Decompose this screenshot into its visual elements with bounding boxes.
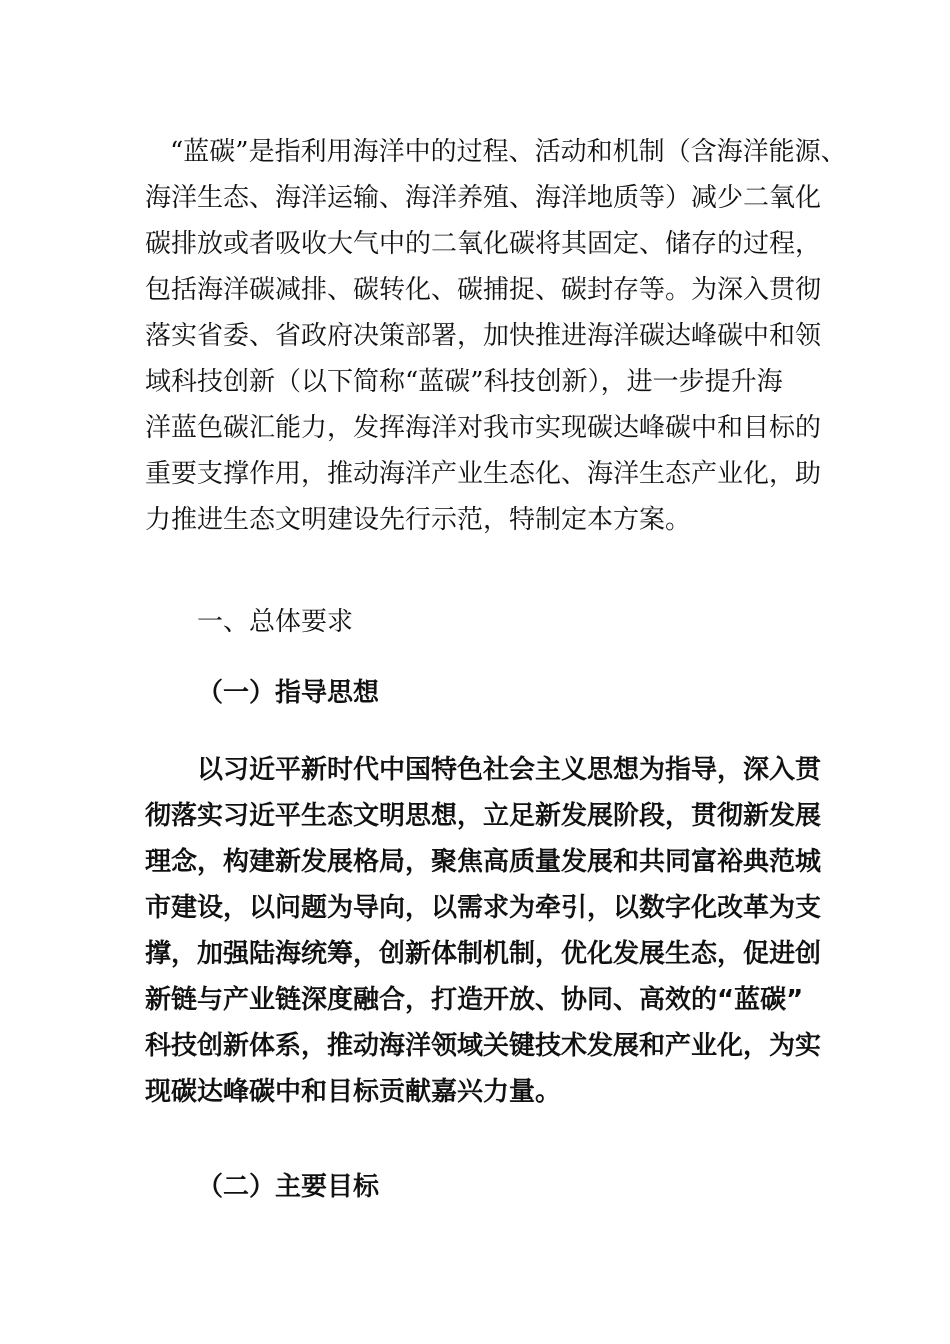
intro-line-3: 碳排放或者吸收大气中的二氧化碳将其固定、储存的过程， [145, 229, 822, 259]
subsection-heading-main-goals: （二）主要目标 [197, 1172, 380, 1202]
guiding-line-7: 科技创新体系，推动海洋领域关键技术发展和产业化，为实 [145, 1031, 822, 1061]
guiding-line-4: 市建设，以问题为导向，以需求为牵引，以数字化改革为支 [145, 893, 822, 923]
guiding-line-8: 现碳达峰碳中和目标贡献嘉兴力量。 [145, 1077, 562, 1107]
intro-line-1: “蓝碳”是指利用海洋中的过程、活动和机制（含海洋能源、 [170, 137, 847, 167]
guiding-line-2: 彻落实习近平生态文明思想，立足新发展阶段，贯彻新发展 [145, 801, 822, 831]
guiding-line-6: 新链与产业链深度融合，打造开放、协同、高效的“蓝碳” [145, 985, 804, 1015]
intro-line-8: 重要支撑作用，推动海洋产业生态化、海洋生态产业化，助 [145, 459, 822, 489]
intro-line-2: 海洋生态、海洋运输、海洋养殖、海洋地质等）减少二氧化 [145, 183, 822, 213]
intro-line-7: 洋蓝色碳汇能力，发挥海洋对我市实现碳达峰碳中和目标的 [145, 413, 822, 443]
section-heading-overall-requirements: 一、总体要求 [197, 607, 354, 637]
intro-line-6: 域科技创新（以下简称“蓝碳”科技创新），进一步提升海 [145, 367, 783, 397]
intro-line-9: 力推进生态文明建设先行示范，特制定本方案。 [145, 505, 692, 535]
guiding-line-1: 以习近平新时代中国特色社会主义思想为指导，深入贯 [197, 755, 822, 785]
guiding-line-3: 理念，构建新发展格局，聚焦高质量发展和共同富裕典范城 [145, 847, 822, 877]
guiding-line-5: 撑，加强陆海统筹，创新体制机制，优化发展生态，促进创 [145, 939, 822, 969]
intro-line-4: 包括海洋碳减排、碳转化、碳捕捉、碳封存等。为深入贯彻 [145, 275, 822, 305]
subsection-heading-guiding-ideology: （一）指导思想 [197, 678, 380, 708]
intro-line-5: 落实省委、省政府决策部署，加快推进海洋碳达峰碳中和领 [145, 321, 822, 351]
